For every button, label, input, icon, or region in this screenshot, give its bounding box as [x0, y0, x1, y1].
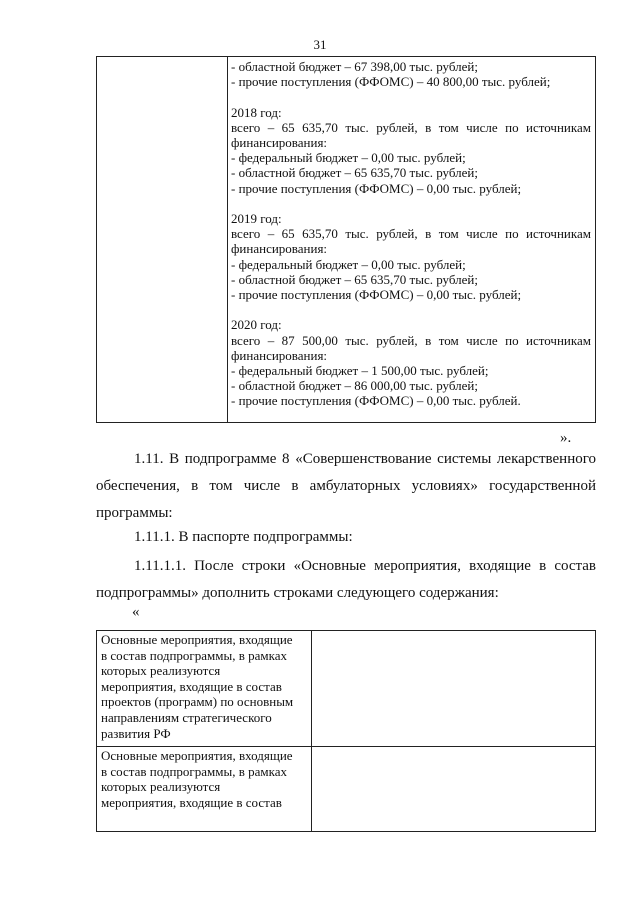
measures-row-1-line: в состав подпрограммы, в рамках — [101, 647, 287, 663]
measures-row-2-line: которых реализуются — [101, 779, 221, 795]
measures-row-1-line: которых реализуются — [101, 663, 221, 679]
year-2020-total: всего – 87 500,00 тыс. рублей, в том числе по источникам — [231, 332, 591, 348]
funding-table-content-column — [228, 57, 595, 422]
page-number: 31 — [313, 37, 327, 52]
year-2018-total: всего – 65 635,70 тыс. рублей, в том числе по источникам — [231, 119, 591, 135]
measures-row-2-value — [313, 747, 595, 831]
measures-row-2-line: Основные мероприятия, входящие — [101, 748, 293, 763]
measures-table-row — [97, 747, 595, 831]
year-2019-total: всего – 65 635,70 тыс. рублей, в том числе по источникам — [231, 226, 591, 242]
year-2019-regional: - областной бюджет – 65 635,70 тыс. рублей; — [231, 271, 478, 287]
paragraph-1-11-line-2: обеспечения, в том числе в амбулаторных условиях» государственной — [96, 478, 596, 494]
funding-line-other-total: - прочие поступления (ФФОМС) – 40 800,00 тыс. рублей; — [231, 74, 551, 90]
year-2019-other: - прочие поступления (ФФОМС) – 0,00 тыс. рублей; — [231, 287, 522, 303]
funding-line-regional-total: - областной бюджет – 67 398,00 тыс. рублей; — [231, 59, 478, 74]
funding-table-label-column — [97, 57, 228, 422]
measures-row-1-line: Основные мероприятия, входящие — [101, 632, 293, 647]
year-2020-federal: - федеральный бюджет – 1 500,00 тыс. рублей; — [231, 363, 489, 379]
opening-quote: « — [132, 604, 140, 620]
paragraph-1-11 — [96, 446, 596, 527]
measures-row-1-line: направлениям стратегического — [101, 709, 272, 725]
measures-row-1-value — [313, 631, 595, 746]
closing-quote: ». — [560, 430, 572, 446]
measures-row-1-line: проектов (программ) по основным — [101, 694, 294, 710]
funding-table — [96, 56, 596, 423]
paragraph-1-11-line-3: программы: — [96, 505, 173, 521]
year-2018-other: - прочие поступления (ФФОМС) – 0,00 тыс. рублей; — [231, 180, 522, 196]
paragraph-1-11-1 — [96, 524, 596, 551]
measures-row-2-line: мероприятия, входящие в состав — [101, 794, 282, 810]
year-2020-other: - прочие поступления (ФФОМС) – 0,00 тыс. рублей. — [231, 393, 521, 409]
year-2020-total-cont: финансирования: — [231, 347, 328, 363]
year-2019-total-cont: финансирования: — [231, 241, 328, 257]
paragraph-1-11-1-1 — [96, 553, 596, 607]
year-2018-total-cont: финансирования: — [231, 135, 328, 150]
measures-row-1-line: развития РФ — [101, 725, 171, 741]
measures-table-row — [97, 631, 595, 747]
year-2019-heading: 2019 год: — [231, 211, 282, 226]
measures-row-1-label — [97, 631, 312, 746]
measures-row-1-line: мероприятия, входящие в состав — [101, 678, 282, 694]
year-2020-regional: - областной бюджет – 86 000,00 тыс. рублей; — [231, 378, 478, 394]
measures-row-2-line: в состав подпрограммы, в рамках — [101, 763, 287, 779]
year-2020-heading: 2020 год: — [231, 317, 282, 333]
year-2018-federal: - федеральный бюджет – 0,00 тыс. рублей; — [231, 150, 466, 166]
measures-table — [96, 630, 596, 832]
measures-row-2-label — [97, 747, 312, 831]
year-2019-federal: - федеральный бюджет – 0,00 тыс. рублей; — [231, 256, 466, 272]
paragraph-1-11-1-1-line-2: подпрограммы» дополнить строками следующего содержания: — [96, 585, 499, 601]
year-2018-regional: - областной бюджет – 65 635,70 тыс. рублей; — [231, 165, 478, 181]
paragraph-1-11-line-1: 1.11. В подпрограмме 8 «Совершенствование системы лекарственного — [134, 451, 596, 467]
year-2018-heading: 2018 год: — [231, 104, 282, 120]
paragraph-1-11-1-1-line-1: 1.11.1.1. После строки «Основные мероприятия, входящие в состав — [134, 558, 596, 574]
paragraph-1-11-1-text: 1.11.1. В паспорте подпрограммы: — [134, 529, 353, 545]
